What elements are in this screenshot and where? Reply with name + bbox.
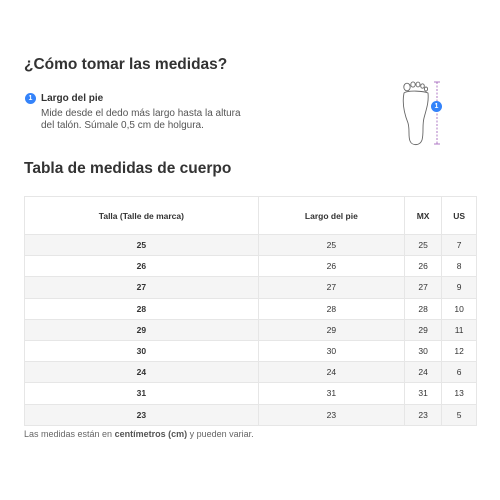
cell-foot-length: 29	[258, 319, 404, 340]
cell-us: 5	[442, 404, 477, 425]
cell-size: 26	[25, 256, 259, 277]
size-table-title: Tabla de medidas de cuerpo	[24, 160, 232, 177]
cell-mx: 29	[404, 319, 441, 340]
cell-foot-length: 27	[258, 277, 404, 298]
units-footnote	[24, 429, 254, 439]
cell-mx: 30	[404, 340, 441, 361]
cell-mx: 31	[404, 383, 441, 404]
footnote-text-after: y pueden variar.	[187, 429, 254, 439]
cell-us: 6	[442, 362, 477, 383]
table-row	[25, 256, 477, 277]
cell-foot-length: 23	[258, 404, 404, 425]
cell-foot-length: 30	[258, 340, 404, 361]
cell-size: 27	[25, 277, 259, 298]
cell-foot-length: 24	[258, 362, 404, 383]
cell-mx: 28	[404, 298, 441, 319]
cell-size: 31	[25, 383, 259, 404]
table-row	[25, 404, 477, 425]
size-table	[24, 196, 477, 426]
cell-size: 30	[25, 340, 259, 361]
cell-us: 11	[442, 319, 477, 340]
table-row	[25, 340, 477, 361]
cell-foot-length: 25	[258, 235, 404, 256]
table-row	[25, 362, 477, 383]
foot-outline-icon	[394, 78, 454, 148]
cell-foot-length: 31	[258, 383, 404, 404]
column-header-mx: MX	[404, 197, 441, 235]
foot-illustration	[394, 78, 454, 148]
cell-us: 13	[442, 383, 477, 404]
how-to-measure-title: ¿Cómo tomar las medidas?	[24, 56, 228, 73]
table-row	[25, 277, 477, 298]
cell-us: 10	[442, 298, 477, 319]
cell-mx: 26	[404, 256, 441, 277]
cell-mx: 27	[404, 277, 441, 298]
cell-foot-length: 26	[258, 256, 404, 277]
cell-size: 29	[25, 319, 259, 340]
column-header-size: Talla (Talle de marca)	[25, 197, 259, 235]
cell-foot-length: 28	[258, 298, 404, 319]
table-header-row	[25, 197, 477, 235]
column-header-foot-length: Largo del pie	[258, 197, 404, 235]
footnote-text-before: Las medidas están en	[24, 429, 115, 439]
table-row	[25, 298, 477, 319]
cell-size: 23	[25, 404, 259, 425]
illustration-number-badge: 1	[431, 101, 442, 112]
cell-size: 28	[25, 298, 259, 319]
step-title: Largo del pie	[41, 93, 104, 104]
cell-size: 25	[25, 235, 259, 256]
footnote-unit: centímetros (cm)	[114, 429, 188, 439]
cell-mx: 25	[404, 235, 441, 256]
cell-size: 24	[25, 362, 259, 383]
cell-us: 9	[442, 277, 477, 298]
cell-mx: 23	[404, 404, 441, 425]
cell-us: 8	[442, 256, 477, 277]
table-row	[25, 383, 477, 404]
step-number-badge: 1	[25, 93, 36, 104]
cell-mx: 24	[404, 362, 441, 383]
cell-us: 7	[442, 235, 477, 256]
table-row	[25, 235, 477, 256]
column-header-us: US	[442, 197, 477, 235]
step-description: Mide desde el dedo más largo hasta la altura del talón. Súmale 0,5 cm de holgura.	[41, 108, 241, 131]
cell-us: 12	[442, 340, 477, 361]
table-row	[25, 319, 477, 340]
